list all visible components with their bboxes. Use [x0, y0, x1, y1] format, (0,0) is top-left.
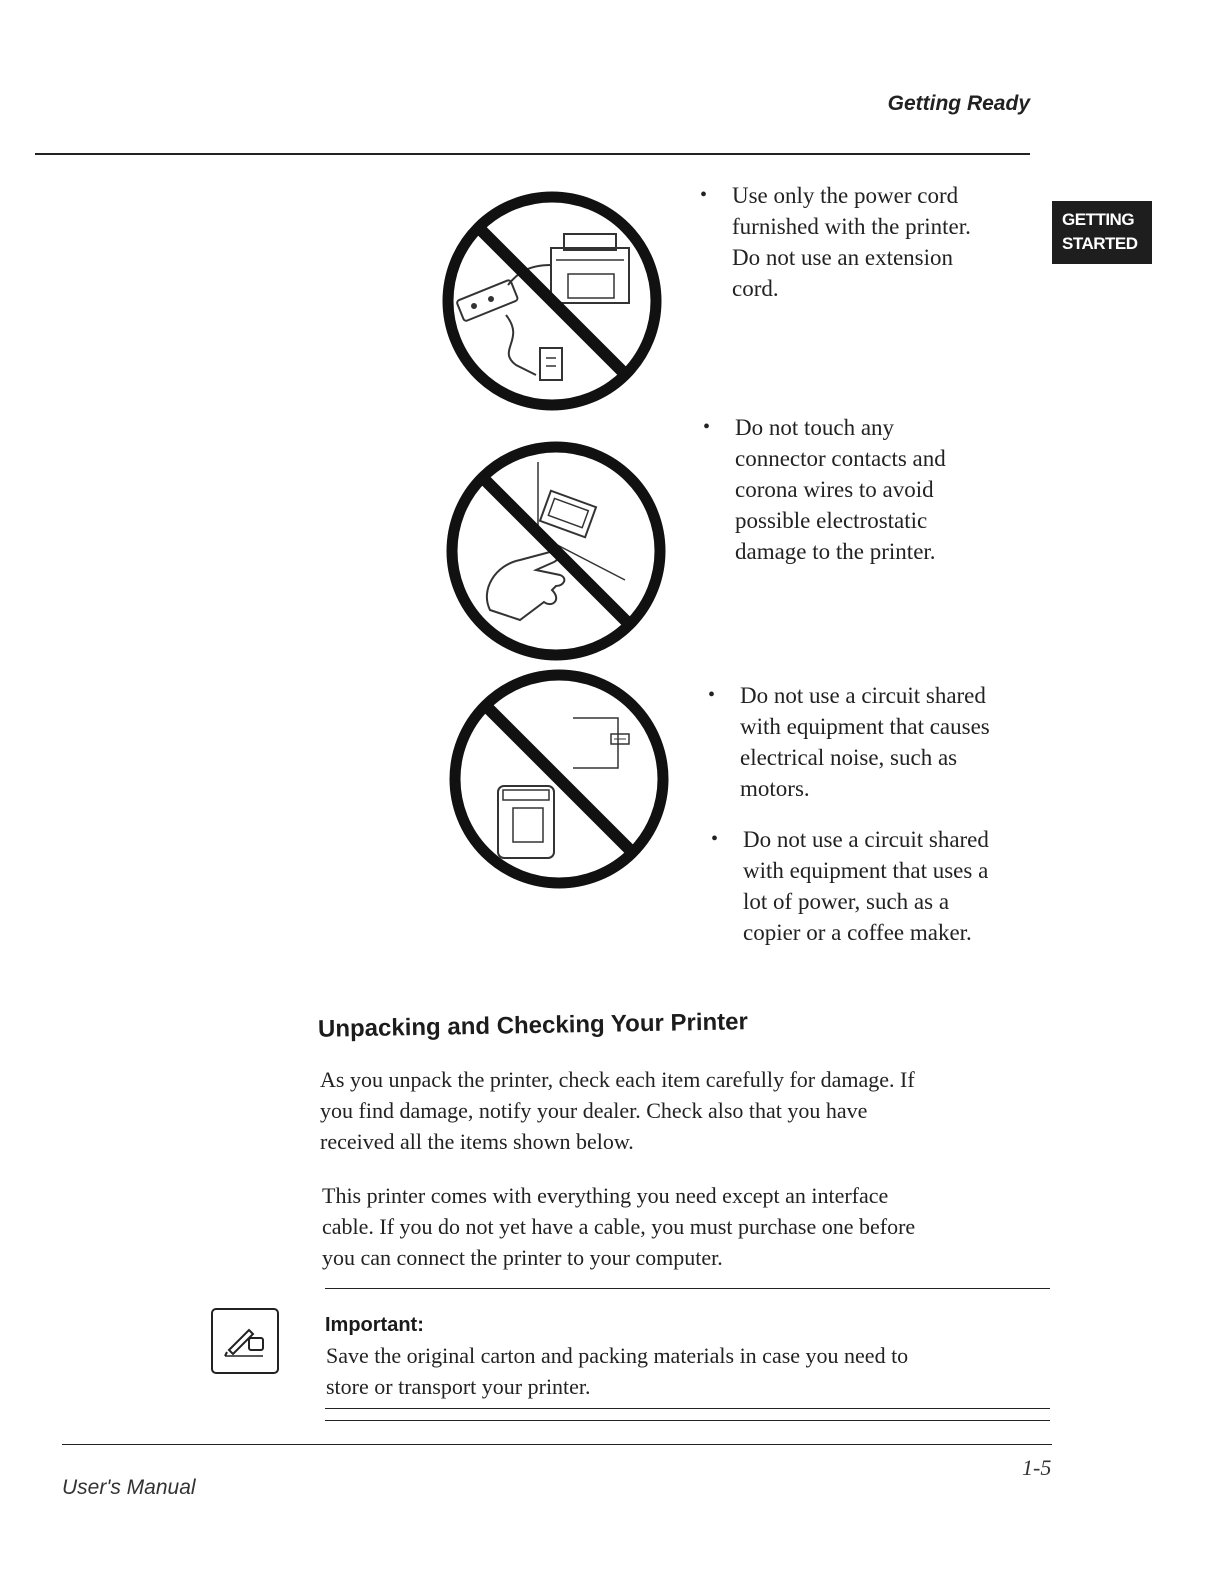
bullet-line: possible electrostatic — [735, 508, 928, 533]
important-label: Important: — [325, 1314, 424, 1336]
bullet-line: furnished with the printer. — [732, 214, 971, 239]
bullet-line: Do not touch any — [735, 415, 895, 440]
tab-line-1: GETTING — [1062, 210, 1135, 229]
bullet-line: connector contacts and — [735, 446, 946, 471]
paragraph-line: received all the items shown below. — [320, 1129, 634, 1154]
bullet-line: Use only the power cord — [732, 183, 959, 208]
bullet-dot: • — [711, 828, 719, 850]
header-rule — [35, 153, 1030, 155]
paragraph-line: you find damage, notify your dealer. Check also that you have — [320, 1098, 868, 1123]
bullet-connector-contacts — [703, 412, 946, 567]
bullet-line: lot of power, such as a — [743, 889, 950, 914]
bullet-dot: • — [708, 684, 716, 706]
bullet-line: copier or a coffee maker. — [743, 920, 972, 945]
bullet-electrical-noise — [708, 680, 990, 804]
bullet-line: cord. — [732, 276, 779, 301]
bullet-dot: • — [700, 184, 708, 206]
bullet-line: with equipment that causes — [740, 714, 990, 739]
no-extension-cord-icon — [436, 190, 668, 412]
bullet-line: corona wires to avoid — [735, 477, 934, 502]
bullet-line: Do not use an extension — [732, 245, 954, 270]
page-header-title: Getting Ready — [887, 92, 1030, 115]
tab-line-2: STARTED — [1062, 234, 1138, 253]
note-bottom-rule-2 — [325, 1420, 1050, 1421]
paragraph-cable — [322, 1180, 1042, 1273]
no-touch-connector-icon — [440, 440, 672, 662]
paragraph-line: cable. If you do not yet have a cable, you must purchase one before — [322, 1214, 916, 1239]
bullet-line: motors. — [740, 776, 810, 801]
bullet-high-power — [711, 824, 989, 948]
paragraph-line: This printer comes with everything you need except an interface — [322, 1183, 889, 1208]
important-line: store or transport your printer. — [326, 1374, 591, 1399]
note-pencil-glyph — [213, 1310, 277, 1372]
paragraph-unpack — [320, 1064, 1040, 1157]
paragraph-line: you can connect the printer to your computer. — [322, 1245, 723, 1270]
bullet-line: with equipment that uses a — [743, 858, 989, 883]
no-shared-circuit-icon — [443, 668, 675, 890]
section-tab — [1052, 201, 1152, 264]
important-line: Save the original carton and packing materials in case you need to — [326, 1343, 909, 1368]
footer-rule — [62, 1444, 1052, 1445]
note-bottom-rule — [325, 1408, 1050, 1409]
section-heading: Unpacking and Checking Your Printer — [317, 1008, 749, 1043]
paragraph-line: As you unpack the printer, check each item carefully for damage. If — [320, 1067, 915, 1092]
note-top-rule — [325, 1288, 1050, 1289]
important-text — [326, 1340, 1046, 1402]
bullet-dot: • — [703, 416, 711, 438]
footer-manual-title: User's Manual — [62, 1476, 196, 1499]
note-pencil-icon — [211, 1308, 279, 1374]
bullet-line: Do not use a circuit shared — [740, 683, 986, 708]
bullet-line: Do not use a circuit shared — [743, 827, 989, 852]
bullet-line: electrical noise, such as — [740, 745, 958, 770]
page-number: 1-5 — [1022, 1455, 1052, 1480]
bullet-power-cord — [700, 180, 971, 304]
bullet-line: damage to the printer. — [735, 539, 936, 564]
